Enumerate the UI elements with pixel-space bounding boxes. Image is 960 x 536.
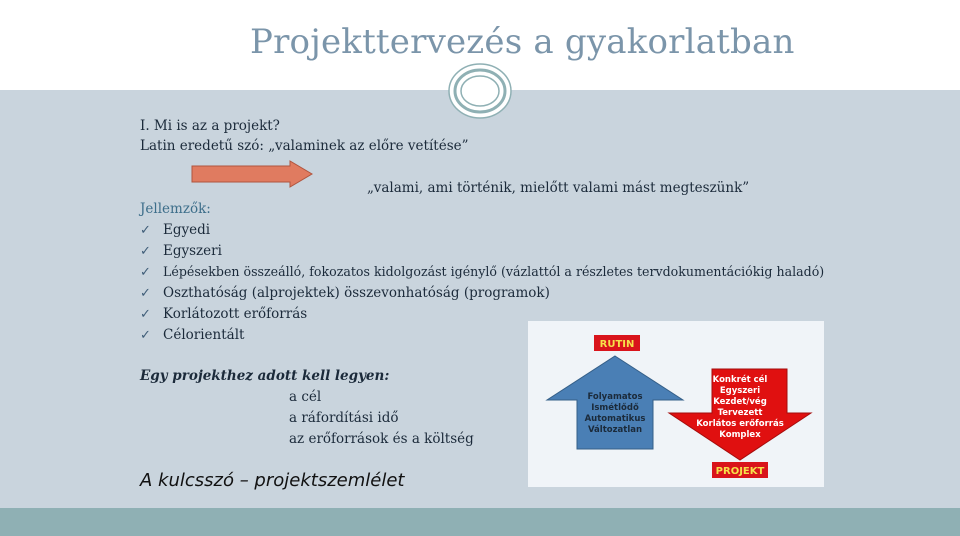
check-icon: ✓ (140, 223, 151, 238)
projekt-line: Korlátos erőforrás (696, 419, 784, 429)
projekt-line: Komplex (719, 430, 761, 440)
requirement-item: az erőforrások és a költség (289, 431, 474, 447)
right-arrow-icon (190, 160, 314, 188)
rutin-label: RUTIN (599, 339, 635, 350)
feature-item: Lépésekben összeálló, fokozatos kidolgozást igénylő (vázlattól a részletes tervdokumentációkig haladó) (163, 264, 825, 279)
requirement-item: a ráfordítási idő (289, 410, 399, 426)
ornament-rings-icon (447, 62, 513, 120)
features-heading: Jellemzők: (140, 201, 211, 217)
rutin-line: Ismétlődő (591, 403, 639, 413)
definition-text: Latin eredetű szó: „valaminek az előre vetítése” (140, 138, 469, 154)
feature-item: Oszthatóság (alprojektek) összevonhatóság (programok) (163, 285, 550, 301)
check-icon: ✓ (140, 286, 151, 301)
diagram-graphic (528, 321, 824, 487)
arrow-result-text: „valami, ami történik, mielőtt valami mást megteszünk” (367, 180, 750, 196)
check-icon: ✓ (140, 265, 151, 280)
keyword-text: A kulcsszó – projektszemlélet (140, 470, 405, 491)
projekt-line: Konkrét cél (712, 375, 768, 385)
projekt-line: Kezdet/vég (713, 397, 767, 407)
requirement-item: a cél (289, 389, 322, 405)
feature-item: Egyedi (163, 222, 211, 238)
check-icon: ✓ (140, 307, 151, 322)
feature-item: Korlátozott erőforrás (163, 306, 308, 322)
projekt-line: Tervezett (717, 408, 763, 418)
slide-title: Projekttervezés a gyakorlatban (250, 22, 795, 62)
feature-item: Célorientált (163, 327, 245, 343)
projekt-line: Egyszeri (719, 386, 761, 396)
rutin-line: Folyamatos (587, 392, 643, 402)
rutin-line: Automatikus (584, 414, 646, 424)
projekt-label: PROJEKT (715, 466, 765, 477)
rutin-projekt-diagram (528, 321, 824, 487)
bottom-band (0, 508, 960, 536)
requirements-heading: Egy projekthez adott kell legyen: (140, 368, 390, 384)
rutin-line: Változatlan (587, 425, 643, 435)
check-icon: ✓ (140, 328, 151, 343)
section-heading: I. Mi is az a projekt? (140, 118, 280, 134)
check-icon: ✓ (140, 244, 151, 259)
feature-item: Egyszeri (163, 243, 222, 259)
